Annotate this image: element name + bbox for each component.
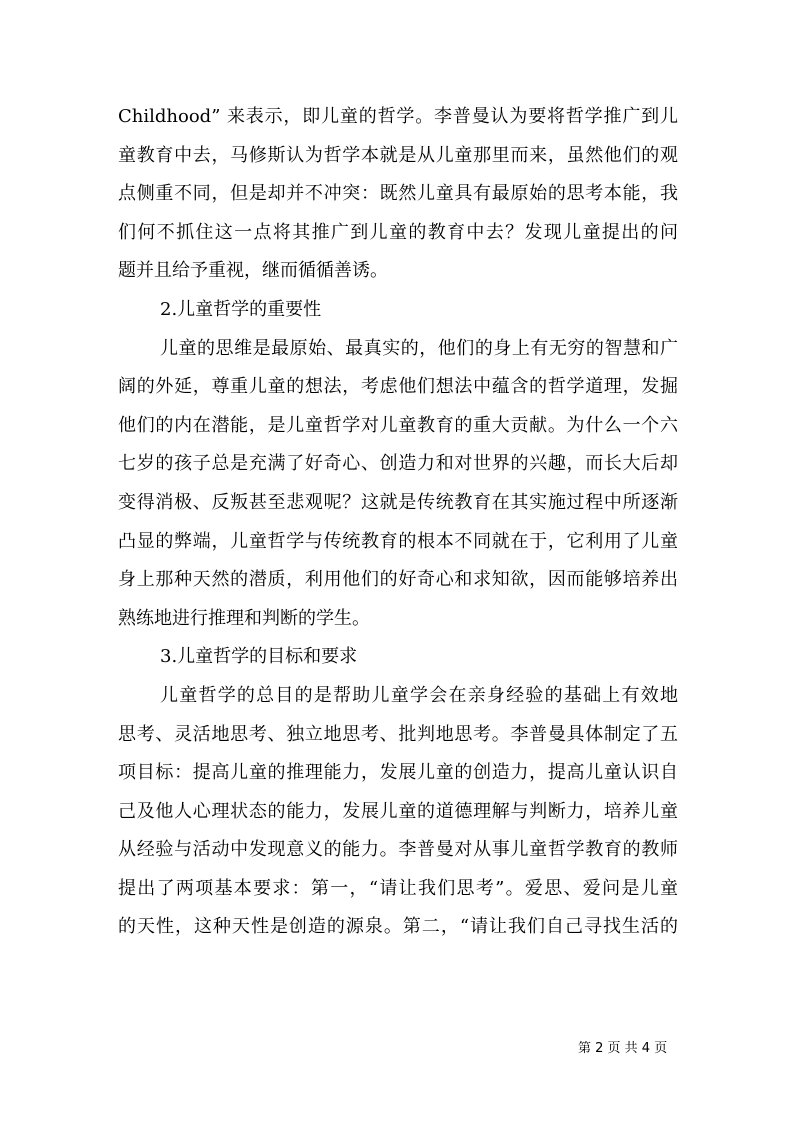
text-line: 他们的内在潜能，是儿童哲学对儿童教育的重大贡献。为什么一个六 (118, 414, 678, 436)
text-line: 七岁的孩子总是充满了好奇心、创造力和对世界的兴趣，而长大后却 (118, 453, 678, 475)
text-line: 儿童哲学的总目的是帮助儿童学会在亲身经验的基础上有效地 (160, 684, 678, 706)
text-line: 的天性，这种天性是创造的源泉。第二，“请让我们自己寻找生活的 (118, 916, 678, 938)
text-line: 提出了两项基本要求：第一，“请让我们思考”。爱思、爱问是儿童 (118, 877, 678, 899)
text-line: 己及他人心理状态的能力，发展儿童的道德理解与判断力，培养儿童 (118, 800, 678, 822)
text-line: 熟练地进行推理和判断的学生。 (118, 607, 370, 629)
text-line: 们何不抓住这一点将其推广到儿童的教育中去？发现儿童提出的问 (118, 221, 678, 243)
text-line: 身上那种天然的潜质，利用他们的好奇心和求知欲，因而能够培养出 (118, 569, 678, 591)
body-text (118, 98, 678, 947)
text-line: 思考、灵活地思考、独立地思考、批判地思考。李普曼具体制定了五 (118, 723, 678, 745)
section-heading: 2.儿童哲学的重要性 (160, 298, 322, 320)
text-line: 变得消极、反叛甚至悲观呢？这就是传统教育在其实施过程中所逐渐 (118, 491, 678, 513)
text-line: 儿童的思维是最原始、最真实的，他们的身上有无穷的智慧和广 (160, 337, 678, 359)
text-line: 点侧重不同，但是却并不冲突：既然儿童具有最原始的思考本能，我 (118, 183, 678, 205)
page-number-footer: 第 2 页 共 4 页 (578, 1041, 668, 1056)
text-line: 项目标：提高儿童的推理能力，发展儿童的创造力，提高儿童认识自 (118, 762, 678, 784)
text-line: Childhood” 来表示，即儿童的哲学。李普曼认为要将哲学推广到儿 (118, 106, 678, 127)
section-heading: 3.儿童哲学的目标和要求 (160, 646, 358, 668)
text-line: 凸显的弊端，儿童哲学与传统教育的根本不同就在于，它利用了儿童 (118, 530, 678, 552)
text-line: 题并且给予重视，继而循循善诱。 (118, 260, 388, 282)
text-line: 童教育中去，马修斯认为哲学本就是从儿童那里而来，虽然他们的观 (118, 144, 678, 166)
text-line: 阔的外延，尊重儿童的想法，考虑他们想法中蕴含的哲学道理，发掘 (118, 376, 678, 398)
text-line: 从经验与活动中发现意义的能力。李普曼对从事儿童哲学教育的教师 (118, 839, 678, 861)
